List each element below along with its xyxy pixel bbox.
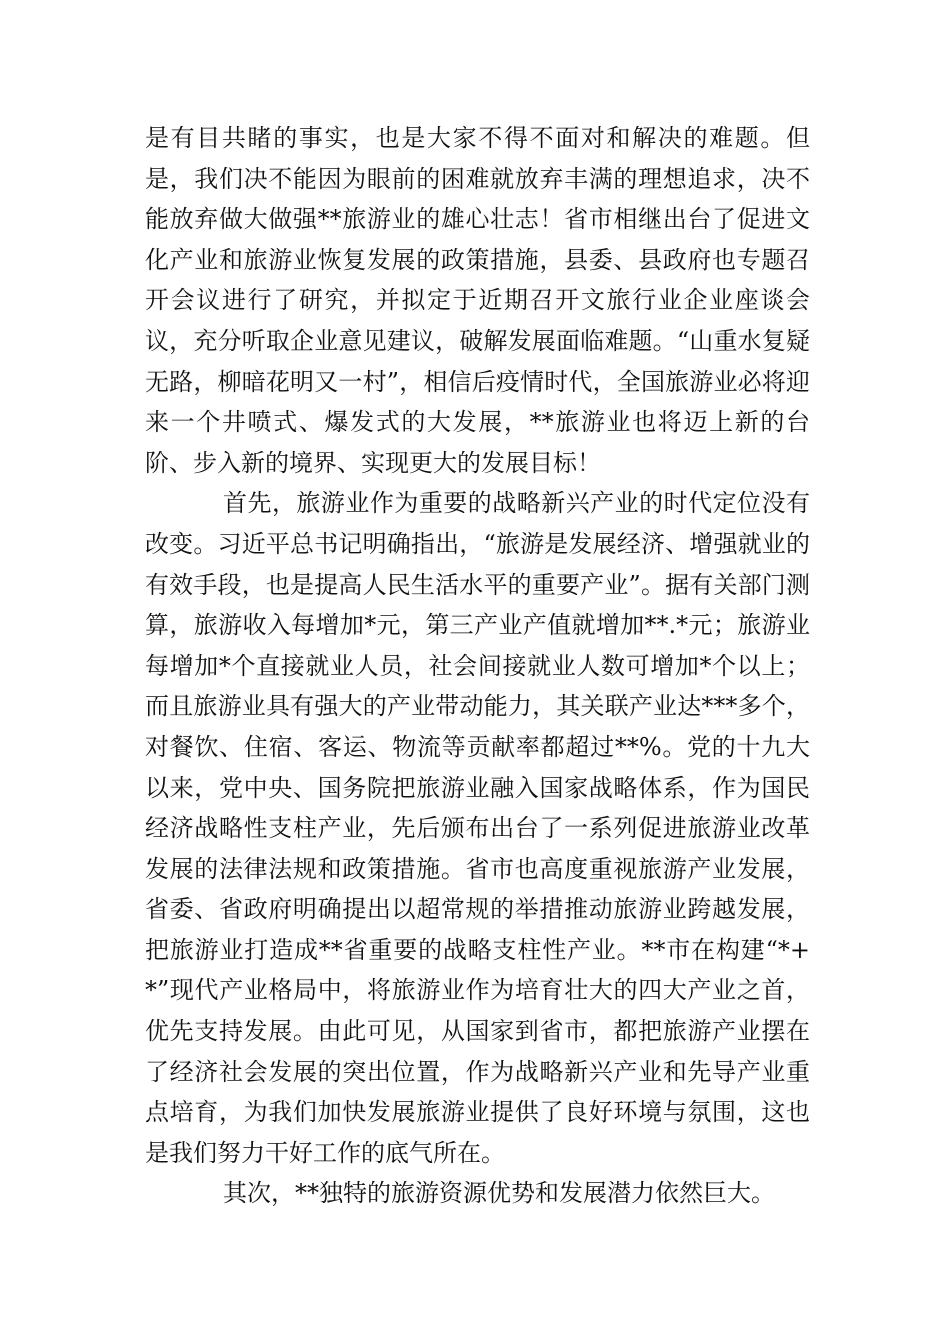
paragraph-first-point: 首先，旅游业作为重要的战略新兴产业的时代定位没有改变。习近平总书记明确指出，“旅游是发展经济、增强就业的有效手段，也是提高人民生活水平的重要产业”。据有关部门测算，旅游收入每增加*元，第三产业产值就增加**.*元；旅游业每增加*个直接就业人员，社会间接就业人数可增加*个以上；而且旅游业具有强大的产业带动能力，其关联产业达***多个，对餐饮、住宿、客运、物流等贡献率都超过**%。党的十九大以来，党中央、国务院把旅游业融入国家战略体系，作为国民经济战略性支柱产业，先后颁布出台了一系列促进旅游业改革发展的法律法规和政策措施。省市也高度重视旅游产业发展，省委、省政府明确提出以超常规的举措推动旅游业跨越发展，把旅游业打造成**省重要的战略支柱性产业。**市在构建“*+*”现代产业格局中，将旅游业作为培育壮大的四大产业之首，优先支持发展。由此可见，从国家到省市，都把旅游产业摆在了经济社会发展的突出位置，作为战略新兴产业和先导产业重点培育，为我们加快发展旅游业提供了良好环境与氛围，这也是我们努力干好工作的底气所在。 (145, 489, 810, 1167)
paragraph-second-point: 其次，**独特的旅游资源优势和发展潜力依然巨大。 (223, 1179, 775, 1208)
paragraph-continuation: 是有目共睹的事实，也是大家不得不面对和解决的难题。但是，我们决不能因为眼前的困难就放弃丰满的理想追求，决不能放弃做大做强**旅游业的雄心壮志！省市相继出台了促进文化产业和旅游业恢复发展的政策措施，县委、县政府也专题召开会议进行了研究，并拟定于近期召开文旅行业企业座谈会议，充分听取企业意见建议，破解发展面临难题。“山重水复疑无路，柳暗花明又一村”，相信后疫情时代，全国旅游业必将迎来一个井喷式、爆发式的大发展，**旅游业也将迈上新的台阶、步入新的境界、实现更大的发展目标！ (145, 124, 810, 477)
document-body (145, 118, 810, 1214)
